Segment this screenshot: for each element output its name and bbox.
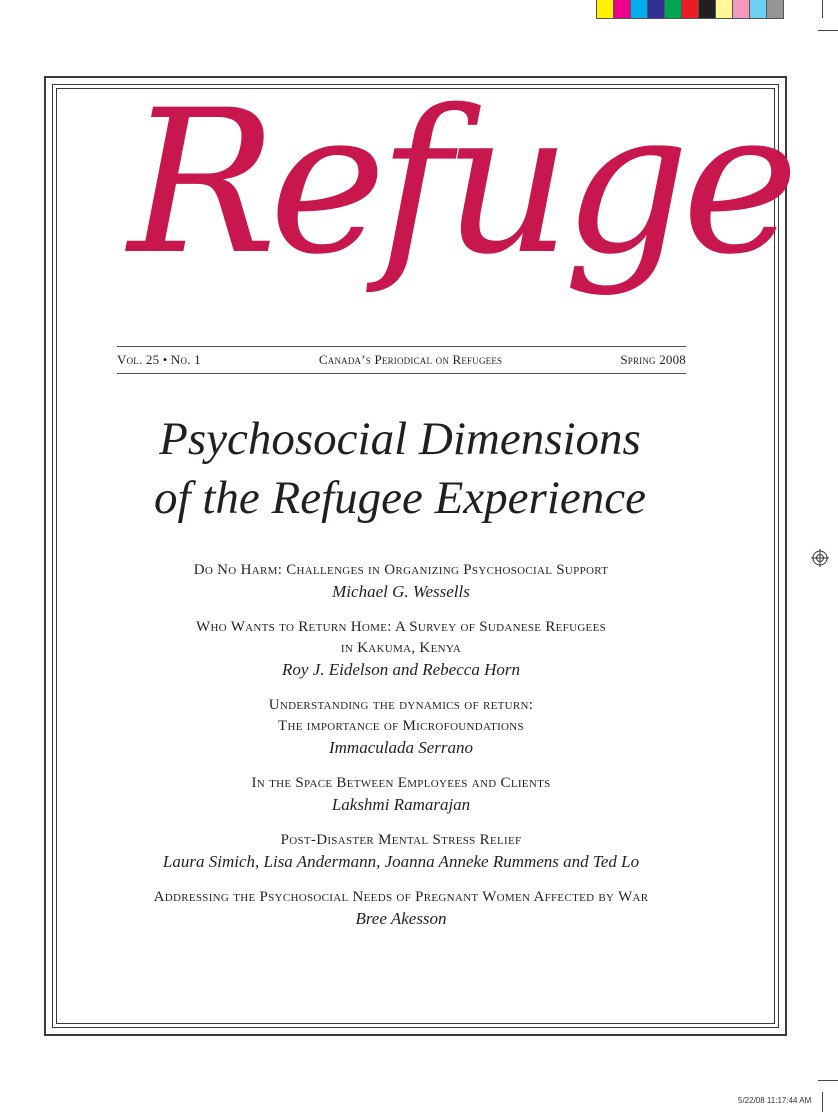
article-author: Bree Akesson (355, 909, 447, 928)
trim-mark (818, 30, 838, 31)
article-title: Do No Harm: Challenges in Organizing Psychosocial Support (193, 562, 609, 578)
article-title: Addressing the Psychosocial Needs of Pregnant Women Affected by War (153, 889, 649, 905)
article-title-continued: The importance of Microfoundations (278, 718, 524, 734)
issue-season: Spring 2008 (620, 352, 686, 367)
volume-number: Vol. 25 • No. 1 (117, 352, 201, 367)
print-timestamp: 5/22/08 11:17:44 AM (738, 1096, 812, 1105)
trim-mark (822, 1092, 823, 1112)
article-author: Immaculada Serrano (328, 738, 473, 757)
article-title: Post-Disaster Mental Stress Relief (280, 832, 522, 848)
article-title: Understanding the dynamics of return: (268, 697, 534, 713)
article-entry (95, 830, 707, 873)
article-entry (95, 887, 707, 930)
color-swatch (597, 0, 614, 18)
article-entry (95, 560, 707, 603)
issue-title-line: Psychosocial Dimensions (159, 413, 641, 465)
masthead-title: Refuge (128, 67, 791, 298)
color-swatch (750, 0, 767, 18)
color-registration-strip (596, 0, 784, 19)
article-author: Laura Simich, Lisa Andermann, Joanna Anneke Rummens and Ted Lo (162, 852, 640, 871)
color-swatch (648, 0, 665, 18)
article-entry (95, 773, 707, 816)
article-author: Lakshmi Ramarajan (331, 795, 471, 814)
color-swatch (716, 0, 733, 18)
issue-title-line: of the Refugee Experience (154, 471, 646, 524)
periodical-tagline: Canada’s Periodical on Refugees (318, 352, 503, 367)
table-of-contents (95, 560, 707, 944)
color-swatch (665, 0, 682, 18)
article-entry (95, 695, 707, 759)
article-author: Michael G. Wessells (332, 582, 470, 601)
color-swatch (614, 0, 631, 18)
issue-theme-title (100, 410, 700, 528)
article-author: Roy J. Eidelson and Rebecca Horn (282, 660, 520, 679)
article-title: Who Wants to Return Home: A Survey of Sudanese Refugees (195, 619, 607, 635)
article-entry (95, 617, 707, 681)
trim-mark (818, 1080, 838, 1081)
trim-mark (822, 0, 823, 18)
color-swatch (631, 0, 648, 18)
color-swatch (699, 0, 716, 18)
article-title-continued: in Kakuma, Kenya (340, 640, 462, 656)
registration-crosshair-icon (810, 548, 830, 568)
issue-info-bar (117, 346, 686, 374)
color-swatch (767, 0, 783, 18)
color-swatch (682, 0, 699, 18)
article-title: In the Space Between Employees and Clients (251, 775, 551, 791)
color-swatch (733, 0, 750, 18)
